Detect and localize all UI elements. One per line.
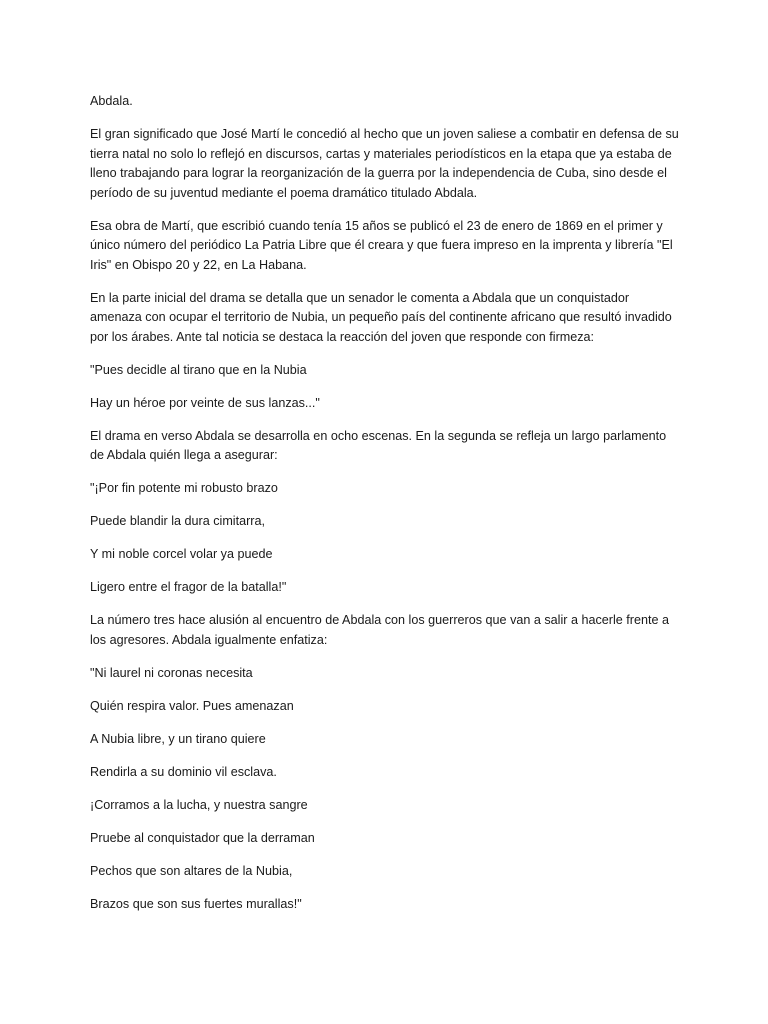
document-body [90,92,680,928]
paragraph-intro: El gran significado que José Martí le concedió al hecho que un joven saliese a combatir en defensa de su tierra natal no solo lo reflejó en discursos, cartas y materiales periodísticos en la etapa que ya estaba de lleno trabajando para lograr la reorganización de la guerra por la independencia de Cuba, sino desde el período de su juventud mediante el poema dramático titulado Abdala. [90,127,679,200]
verse-line: "¡Por fin potente mi robusto brazo [90,481,278,495]
verse-line: Hay un héroe por veinte de sus lanzas..." [90,395,320,410]
verse-line: Rendirla a su dominio vil esclava. [90,764,277,779]
verse-line: ¡Corramos a la lucha, y nuestra sangre [90,797,308,812]
verse-line: Y mi noble corcel volar ya puede [90,547,273,561]
document-title: Abdala. [90,94,133,108]
paragraph-publication: Esa obra de Martí, que escribió cuando tenía 15 años se publicó el 23 de enero de 1869 en el primer y único número del periódico La Patria Libre que él creara y que fuera impreso en la imprenta y librería "El Iris" en Obispo 20 y 22, en La Habana. [90,218,673,272]
verse-line: Pruebe al conquistador que la derraman [90,830,315,845]
paragraph-scene-three: La número tres hace alusión al encuentro de Abdala con los guerreros que van a salir a hacerle frente a los agresores. Abdala igualmente enfatiza: [90,613,669,647]
verse-line: Quién respira valor. Pues amenazan [90,698,294,713]
paragraph-scenes: El drama en verso Abdala se desarrolla en ocho escenas. En la segunda se refleja un largo parlamento de Abdala quién llega a asegurar: [90,428,667,462]
verse-line: Pechos que son altares de la Nubia, [90,863,293,878]
verse-line: Puede blandir la dura cimitarra, [90,514,266,528]
paragraph-drama-start: En la parte inicial del drama se detalla que un senador le comenta a Abdala que un conquistador amenaza con ocupar el territorio de Nubia, un pequeño país del continente africano que resultó invadido por los árabes. Ante tal noticia se destaca la reacción del joven que responde con firmeza: [90,290,672,344]
verse-line: A Nubia libre, y un tirano quiere [90,731,266,746]
verse-line: "Pues decidle al tirano que en la Nubia [90,362,307,377]
verse-line: Ligero entre el fragor de la batalla!" [90,580,287,594]
verse-line: "Ni laurel ni coronas necesita [90,665,253,680]
verse-line: Brazos que son sus fuertes murallas!" [90,896,302,911]
